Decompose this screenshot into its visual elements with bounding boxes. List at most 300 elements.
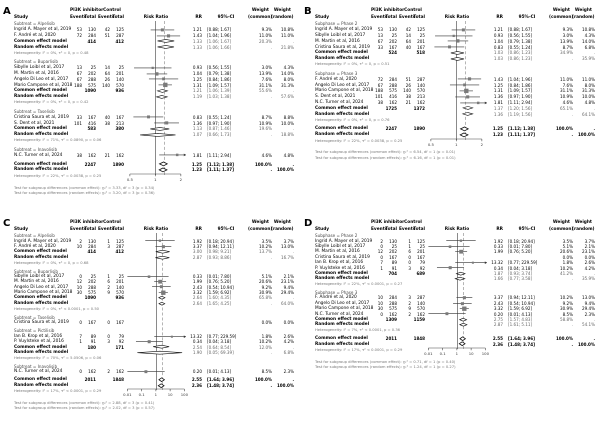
column-header-row (14, 219, 297, 226)
ci-value: [0.88; 1.67] (207, 27, 232, 33)
effect-square-marker (160, 286, 163, 289)
study-name: Sibylle Loibl et al, 2017 (14, 65, 65, 71)
risk-ratio-header: Risk Ratio (444, 15, 470, 20)
total-control: 79 (118, 333, 124, 339)
events-control: 140 (102, 82, 110, 88)
total-control: 162 (116, 369, 124, 375)
rr-value: 0.34 (493, 265, 503, 271)
total-control: 167 (417, 254, 425, 260)
column-header-row (14, 226, 297, 233)
weight-random: 6.8% (584, 44, 595, 50)
events-header: Events (399, 227, 416, 232)
total-control: 125 (116, 238, 124, 244)
total-pi3k: 130 (389, 238, 397, 244)
weight-random: 4.3% (283, 65, 294, 71)
rr-value: 1.31 (192, 82, 202, 88)
effect-square-marker (152, 67, 154, 69)
weight-common-header: Weight (552, 8, 570, 13)
events-control: 1 (107, 273, 110, 279)
rr-value: 1.81 (493, 99, 503, 105)
study-name: Cristina Saura et al, 2019 (315, 254, 370, 260)
weight-random: 13.0% (581, 295, 595, 301)
events-pi3k: 101 (375, 94, 383, 100)
ci-value: [0.54; 10.94] (508, 300, 535, 306)
subgroup-test-text: Test for subgroup differences (common effect): χ₃² = 3.33, df = 3 (p = 0.34) (14, 185, 155, 190)
total-header: Total (385, 15, 397, 20)
ci-value: [0.76; 5.20] (207, 279, 232, 285)
pooled-diamond-marker (460, 323, 467, 326)
ci-value: [0.88; 1.67] (508, 27, 533, 33)
forest-rows (14, 219, 297, 411)
total-pi3k: 414 (87, 249, 96, 255)
model-name: Random effects model (315, 322, 370, 328)
total-control: 570 (116, 290, 124, 296)
rr-value: 0.83 (192, 114, 202, 120)
rr-value: 0.20 (493, 311, 503, 317)
total-pi3k: 89 (90, 333, 96, 339)
weight-random: . (292, 377, 294, 383)
weight-common: 100.0% (555, 126, 573, 132)
weight-random: 0.0% (584, 254, 595, 260)
ci-value: [0.55; 1.24] (207, 114, 232, 120)
weight-common: 4.6% (562, 99, 573, 105)
weight-random: 10.8% (280, 27, 294, 33)
total-pi3k: 288 (389, 82, 397, 88)
axis-tick-label: 100 (180, 392, 189, 397)
events-header: Events (371, 227, 388, 232)
pooled-diamond-marker (460, 337, 465, 341)
weight-random: 2.6% (283, 333, 294, 339)
events-control: 64 (405, 38, 411, 44)
risk-ratio-header: Risk Ratio (143, 227, 169, 232)
events-control: 64 (104, 70, 110, 76)
ci-value: [0.77; 3.58] (508, 276, 533, 282)
weight-common: 55.6% (258, 88, 272, 94)
heterogeneity-text: Heterogeneity: I² = 70%, τ² = 5.0506, p = 0.06 (14, 355, 102, 360)
ci-value: [1.64; 3.96] (508, 336, 536, 342)
total-pi3k: 202 (389, 38, 397, 44)
effect-square-marker (162, 245, 165, 248)
weight-common-subheader: (common) (248, 15, 273, 20)
rr-value: 3.32 (192, 290, 202, 296)
rr-value: 1.87 (493, 270, 503, 276)
control-group-header: Control (404, 220, 422, 225)
weight-random: 3.7% (584, 238, 595, 244)
total-control: 287 (116, 32, 124, 38)
weight-random-header: Weight (273, 220, 291, 225)
subgroup-label: Subphase = Phase 3 (315, 70, 358, 76)
weight-common: . (270, 167, 272, 173)
rr-value: 1.66 (493, 276, 503, 282)
ci-arrow-right (184, 335, 186, 338)
weight-common-subheader: (common) (549, 15, 574, 20)
ci-value: [1.11; 2.94] (207, 152, 232, 158)
study-name: Ian B. Krop et al, 2016 (315, 260, 364, 266)
study-name: M. Martin et al, 2016 (14, 70, 59, 76)
weight-common-header: Weight (552, 220, 570, 225)
control-group-header: Control (103, 220, 121, 225)
weight-common: 31.1% (559, 88, 573, 94)
weight-random: 57.6% (280, 94, 294, 100)
ci-header: 95%-CI (217, 227, 235, 232)
ci-value: [0.05; 69.39] (207, 349, 234, 355)
axis-tick-label: 0.5 (126, 176, 133, 182)
rr-value: 1.23 (191, 167, 202, 173)
subgroup-label: Subtreat = Alpelisib (14, 21, 55, 27)
weight-random: . (593, 336, 595, 342)
total-header: Total (84, 227, 96, 232)
axis-tick-label: 1 (455, 141, 458, 147)
total-control: 287 (417, 76, 425, 82)
weight-common: 4.6% (261, 152, 272, 158)
events-pi3k: 0 (79, 273, 82, 279)
ci-value: [0.01; 7.80] (207, 273, 232, 279)
events-control: 0 (107, 333, 110, 339)
weight-random: 3.7% (283, 238, 294, 244)
total-pi3k: 284 (389, 295, 397, 301)
total-control: 167 (116, 319, 124, 325)
weight-common: 58.8% (559, 317, 573, 323)
total-control: 201 (116, 70, 124, 76)
weight-common: 8.7% (261, 114, 272, 120)
effect-square-marker (147, 116, 150, 119)
model-name: Random effects model (14, 167, 69, 173)
ci-value: [1.20; 1.56] (508, 105, 533, 111)
rr-value: 1.92 (192, 238, 202, 244)
effect-square-marker (163, 83, 167, 87)
events-control: 9 (107, 290, 110, 296)
study-name: M. Martin et al, 2016 (14, 279, 59, 285)
weight-common: 1.8% (261, 333, 272, 339)
weight-common: . (270, 254, 272, 260)
total-pi3k: 1090 (84, 88, 96, 94)
weight-random: 11.0% (280, 32, 294, 38)
pooled-diamond-marker (459, 342, 465, 346)
effect-square-marker (155, 72, 158, 75)
effect-square-marker (148, 275, 151, 278)
events-control: 1 (408, 238, 411, 244)
effect-square-marker (159, 240, 161, 242)
rr-value: 1.21 (192, 88, 202, 94)
effect-square-marker (171, 335, 173, 337)
events-pi3k: 67 (76, 76, 82, 82)
events-pi3k: 188 (375, 88, 383, 94)
rr-value: 2.43 (493, 300, 503, 306)
total-header: Total (112, 15, 124, 20)
forest-panel-d (301, 212, 602, 424)
effect-square-marker (460, 240, 462, 242)
model-name: Common effect model (14, 38, 67, 44)
axis-tick-label: 0.01 (424, 350, 433, 356)
study-name: M. Martin et al, 2016 (315, 249, 360, 255)
rr-value: 3.37 (192, 243, 202, 249)
forest-panel-a (0, 0, 301, 212)
model-name: Random effects model (14, 382, 69, 388)
column-header-row (14, 7, 297, 14)
events-control: 38 (104, 120, 110, 126)
rr-value: 1.25 (492, 126, 503, 132)
effect-square-marker (453, 34, 455, 36)
effect-square-marker (461, 302, 464, 305)
events-pi3k: 0 (380, 254, 383, 260)
study-name: P. Vuylsteke et al, 2016 (315, 265, 365, 271)
events-control: 0 (408, 260, 411, 266)
ci-value: [0.76; 5.20] (508, 249, 533, 255)
weight-common: 3.5% (261, 238, 272, 244)
risk-ratio-axis (108, 173, 204, 185)
total-pi3k: 25 (391, 243, 397, 249)
rr-value: 1.21 (192, 27, 202, 33)
model-name: Common effect model (315, 317, 368, 323)
model-name: Random effects model (315, 111, 370, 117)
study-name: Ingrid A. Mayer et al, 2019 (315, 27, 373, 33)
effect-square-marker (462, 307, 466, 311)
weight-common: 10.2% (258, 243, 272, 249)
events-control: 51 (405, 76, 411, 82)
ci-value: [1.48; 3.74] (207, 382, 235, 388)
rr-value: 2.64 (192, 295, 202, 301)
total-control: 167 (417, 44, 425, 50)
weight-common: . (571, 276, 573, 282)
events-control: 1 (408, 243, 411, 249)
rr-value: 1.36 (493, 94, 503, 100)
weight-random: . (292, 126, 294, 132)
effect-square-marker (144, 370, 147, 373)
ci-value: [1.11; 1.37] (207, 167, 235, 173)
weight-common-header: Weight (251, 220, 269, 225)
pooled-diamond-marker (461, 127, 469, 131)
rr-value: 2.75 (493, 317, 503, 323)
events-pi3k: 1 (79, 339, 82, 345)
study-name: P. Vuylsteke et al, 2016 (14, 339, 64, 345)
panel-letter: B (304, 6, 312, 17)
total-control: 1890 (413, 126, 425, 132)
rr-value: 1.43 (493, 76, 503, 82)
heterogeneity-text: Heterogeneity: I² = 0%, τ² = 0, p = 0.68 (14, 260, 89, 265)
events-control: 6 (408, 249, 411, 255)
column-header-row (315, 7, 598, 14)
axis-tick-label: 1 (154, 392, 158, 397)
total-control: 25 (419, 32, 425, 38)
model-name: Random effects model (14, 349, 69, 355)
study-name: Angelo Di Leo et al, 2017 (14, 284, 69, 290)
axis-tick-label: 2 (179, 176, 183, 182)
rr-value: 1.43 (192, 32, 202, 38)
weight-common: . (270, 382, 272, 388)
weight-random: . (292, 161, 294, 167)
rr-value: 3.32 (493, 306, 503, 312)
panel-letter: C (3, 218, 11, 229)
weight-common: . (270, 44, 272, 50)
total-control: 25 (118, 65, 124, 71)
weight-common: 3.0% (261, 65, 272, 71)
total-pi3k: 162 (389, 99, 397, 105)
total-control: 201 (116, 279, 124, 285)
events-pi3k: 0 (79, 369, 82, 375)
rr-value: 2.87 (493, 322, 503, 328)
ci-value: [1.11; 1.37] (508, 132, 536, 138)
events-header: Events (98, 15, 115, 20)
weight-random: 64.1% (581, 111, 595, 117)
effect-square-marker (463, 296, 466, 299)
weight-common: 0.0% (261, 319, 272, 325)
weight-common: 30.9% (559, 306, 573, 312)
events-control: 42 (405, 27, 411, 33)
events-pi3k: 2 (79, 238, 82, 244)
total-pi3k: 284 (389, 76, 397, 82)
weight-common: 5.1% (261, 273, 272, 279)
rr-value: 2.43 (192, 284, 202, 290)
subgroup-test-row (315, 364, 598, 370)
study-header: Study (315, 227, 330, 232)
weight-random-header: Weight (574, 220, 592, 225)
rr-value: 1.21 (493, 27, 503, 33)
events-control: 38 (405, 94, 411, 100)
total-control: 125 (116, 27, 124, 33)
study-name: Ingrid A. Mayer et al, 2019 (14, 238, 72, 244)
model-name: Common effect model (315, 126, 368, 132)
ci-value: [0.79; 1.38] (508, 38, 533, 44)
ci-value: [0.64; 8.54] (207, 344, 232, 350)
weight-common: 9.3% (261, 27, 272, 33)
total-pi3k: 89 (391, 260, 397, 266)
subgroup-label: Subtreat = Buparlisib (14, 268, 58, 274)
events-control: 40 (405, 44, 411, 50)
weight-random: . (292, 295, 294, 301)
total-pi3k: 284 (88, 243, 96, 249)
control-group-header: Control (103, 8, 121, 13)
weight-common: 9.2% (261, 284, 272, 290)
effect-square-marker (472, 262, 474, 264)
total-pi3k: 416 (88, 120, 96, 126)
subgroup-label: Subphase = Phase 3 (315, 290, 358, 296)
rr-value: 0.33 (192, 273, 202, 279)
total-pi3k: 25 (90, 65, 96, 71)
rr-value: 2.55 (492, 336, 503, 342)
weight-common: 65.8% (258, 295, 272, 301)
rr-value: 1.07 (192, 132, 202, 138)
subgroup-test-text: Test for subgroup differences (random effects): χ₁² = 1.24, df = 1 (p = 0.27) (315, 365, 456, 369)
pooled-diamond-marker (160, 162, 168, 166)
rr-value: 1.92 (493, 238, 503, 244)
effect-square-marker (167, 34, 170, 37)
rr-header: RR (496, 227, 503, 232)
risk-ratio-axis (108, 388, 204, 400)
model-name: Random effects model (315, 132, 370, 138)
weight-random: 0.0% (283, 319, 294, 325)
axis-tick-label: 0.1 (138, 392, 145, 397)
ci-value: [1.06; 1.66] (207, 44, 232, 50)
pooled-diamond-marker (153, 346, 169, 349)
total-pi3k: 2247 (385, 126, 397, 132)
weight-common: 7.6% (261, 76, 272, 82)
ci-value: [0.84; 1.86] (207, 76, 232, 82)
study-name: N.C. Turner et al, 2024 (14, 152, 63, 158)
weight-random: 31.3% (581, 88, 595, 94)
effect-square-marker (445, 313, 448, 316)
ci-value: [0.56; 1.55] (207, 65, 232, 71)
weight-common: . (571, 322, 573, 328)
events-control: 2 (408, 311, 411, 317)
weight-common: 30.9% (258, 290, 272, 296)
events-pi3k: 2 (380, 238, 383, 244)
heterogeneity-text: Heterogeneity: I² = 22%, τ² < 0.0001, p = 0.27 (315, 282, 403, 287)
weight-common: 1.8% (562, 260, 573, 266)
events-pi3k: 0 (380, 311, 383, 317)
weight-common: 10.2% (258, 339, 272, 345)
total-control: 936 (115, 295, 124, 301)
ci-header: 95%-CI (518, 227, 536, 232)
model-name: Random effects model (14, 132, 69, 138)
ci-header: 95%-CI (217, 15, 235, 20)
weight-common: 20.6% (258, 279, 272, 285)
weight-random: 16.7% (280, 254, 294, 260)
ci-value: [0.93; 8.86] (207, 254, 232, 260)
ci-value: [1.57; 4.83] (508, 317, 533, 323)
ci-header: 95%-CI (518, 15, 536, 20)
pooled-diamond-marker (155, 256, 169, 259)
ci-value: [1.06; 1.39] (207, 88, 232, 94)
ci-value: [0.98; 9.21] (207, 249, 232, 255)
events-pi3k: 33 (377, 44, 383, 50)
weight-random: 4.2% (584, 265, 595, 271)
model-name: Random effects model (14, 254, 69, 260)
effect-square-marker (477, 101, 479, 103)
total-pi3k: 414 (87, 38, 96, 44)
pooled-diamond-marker (463, 113, 473, 116)
weight-random: 14.0% (280, 70, 294, 76)
effect-square-marker (459, 250, 463, 254)
total-control: 380 (115, 126, 124, 132)
weight-random: 8.8% (283, 114, 294, 120)
model-name: Common effect model (315, 336, 368, 342)
forest-rows (14, 7, 297, 196)
weight-random: 2.3% (283, 369, 294, 375)
subgroup-label: Subtreat = Taselisib (14, 314, 55, 320)
total-control: 570 (417, 306, 425, 312)
events-pi3k: 67 (76, 70, 82, 76)
study-name: S. Dent et al, 2021 (14, 120, 55, 126)
total-control: 201 (417, 249, 425, 255)
total-control: 162 (417, 99, 425, 105)
subgroup-label: Subphase = Phase 2 (315, 233, 358, 239)
total-pi3k: 284 (88, 32, 96, 38)
effect-square-marker (462, 28, 465, 31)
ci-value: [0.94; 12.11] (207, 243, 234, 249)
events-control: 51 (104, 32, 110, 38)
total-pi3k: 130 (389, 27, 397, 33)
effect-square-marker (448, 46, 451, 49)
column-header-row (315, 226, 598, 233)
total-pi3k: 167 (389, 254, 397, 260)
effect-square-marker (449, 245, 452, 248)
ci-value: [0.84; 1.86] (508, 82, 533, 88)
ci-value: [1.60; 4.35] (207, 295, 232, 301)
events-pi3k: 10 (76, 243, 82, 249)
rr-value: 1.25 (493, 82, 503, 88)
ci-value: [0.04; 3.18] (207, 339, 232, 345)
total-pi3k: 25 (90, 273, 96, 279)
rr-value: 3.37 (493, 295, 503, 301)
events-pi3k: 30 (377, 306, 383, 312)
pooled-diamond-marker (140, 133, 175, 136)
study-name: Angelo Di Leo et al, 2017 (315, 82, 370, 88)
axis-tick-label: 0.1 (439, 350, 446, 356)
total-pi3k: 288 (88, 284, 96, 290)
axis-row (14, 388, 297, 400)
ci-value: [0.79; 1.38] (207, 70, 232, 76)
weight-common: 100.0% (254, 377, 272, 383)
